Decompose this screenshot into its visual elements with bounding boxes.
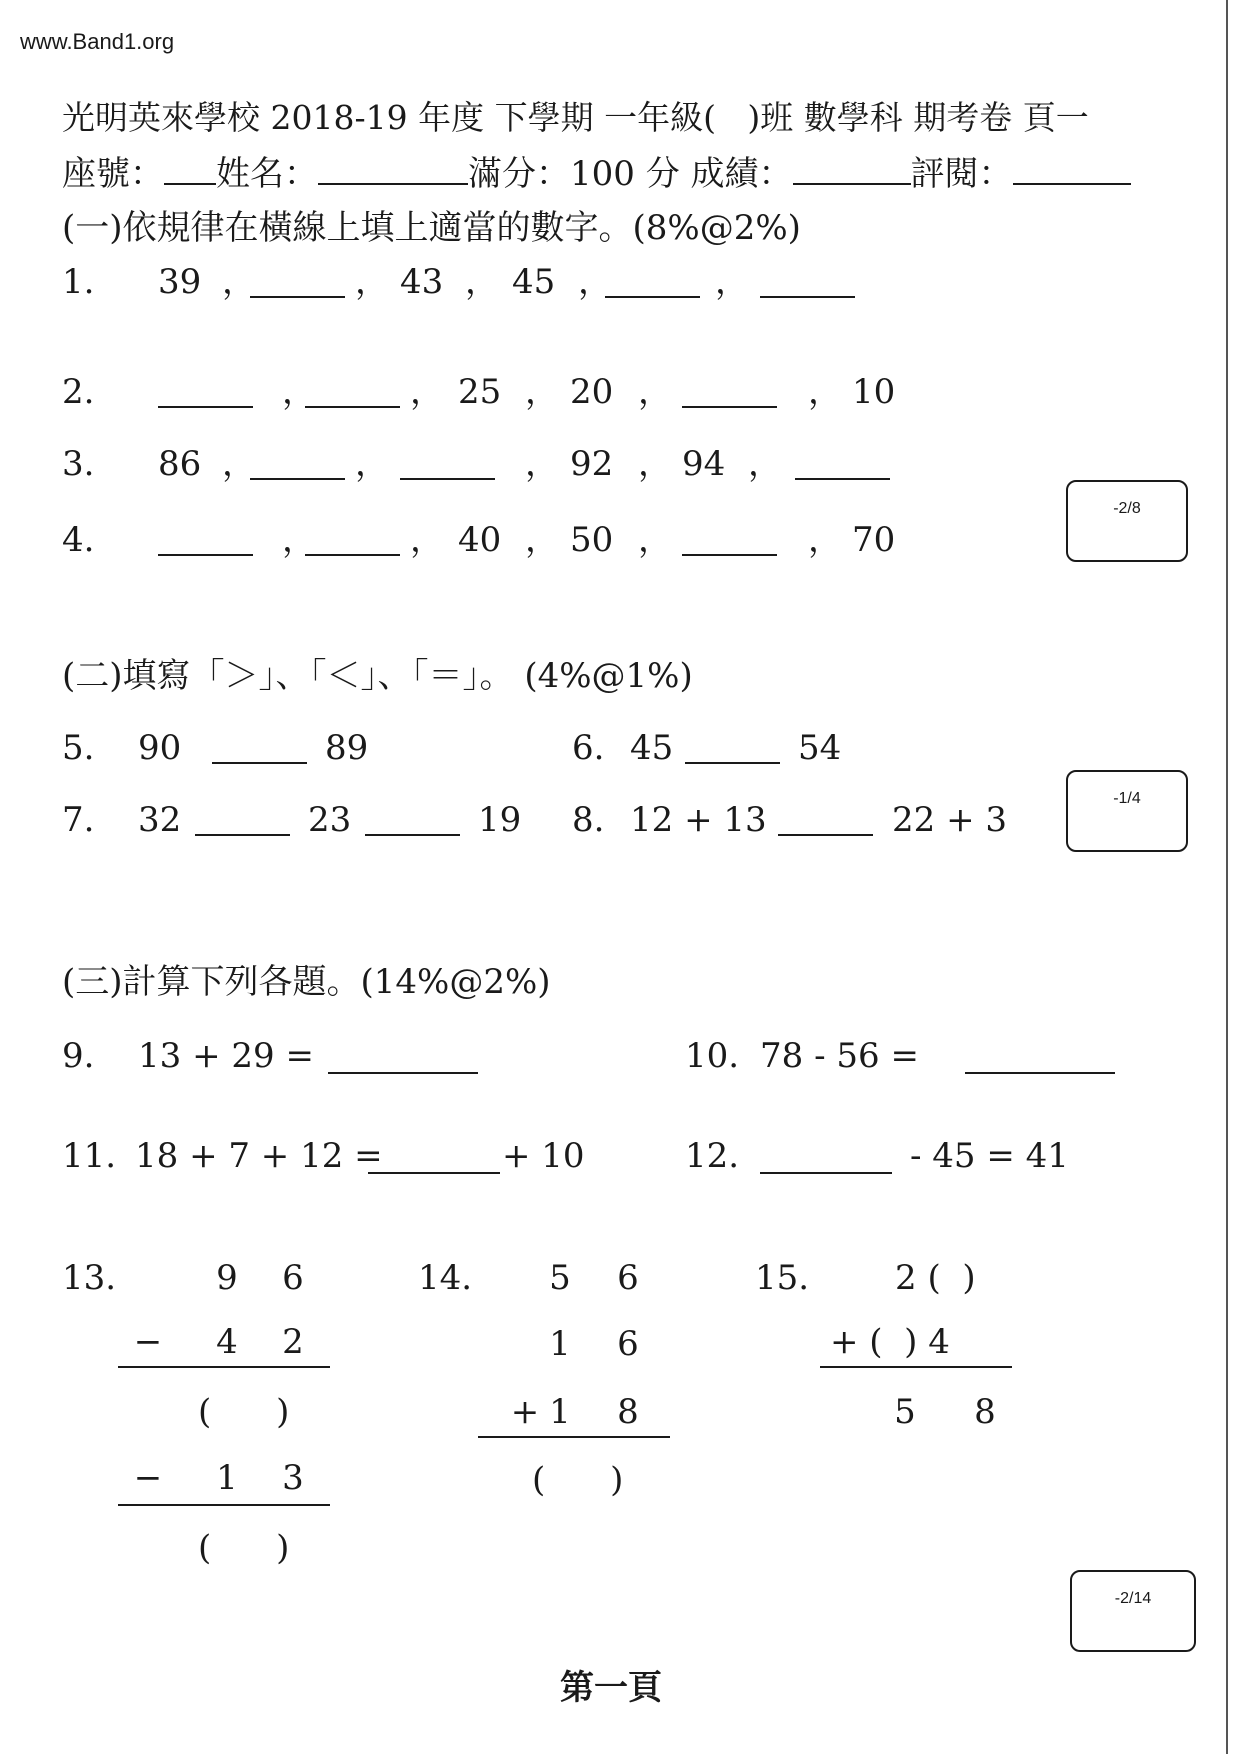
q2-value-c: 10 [852, 372, 896, 412]
q3-blank-1[interactable] [250, 478, 345, 480]
q3-blank-2[interactable] [400, 478, 495, 480]
comma: ， [282, 372, 316, 412]
q2-number: 2. [62, 372, 95, 412]
q11-expression: 18 + 7 + 12 = [135, 1136, 383, 1176]
q13-number: 13. [62, 1258, 117, 1298]
q11-number: 11. [62, 1136, 117, 1176]
q7-blank-1[interactable] [195, 834, 290, 836]
q4-blank-1[interactable] [158, 554, 253, 556]
q12-tail: - 45 = 41 [910, 1136, 1069, 1176]
comma: ， [282, 520, 316, 560]
q10-answer-blank[interactable] [965, 1072, 1115, 1074]
q9-expression: 13 + 29 = [138, 1036, 314, 1076]
q13-minus-sign: − [133, 1322, 163, 1362]
comma: ， [578, 262, 612, 302]
comma: ， [222, 444, 256, 484]
q8-value-a: 12 + 13 [630, 800, 767, 840]
q6-blank[interactable] [685, 762, 780, 764]
review-label: 評閱： [910, 154, 1013, 194]
section3-heading: (三)計算下列各題。(14%@2%) [62, 962, 551, 1002]
q15-rule [820, 1366, 1012, 1368]
comma: ， [808, 520, 842, 560]
q13-digit: 2 [282, 1322, 304, 1362]
website-url: www.Band1.org [20, 29, 175, 54]
comma: ， [525, 444, 559, 484]
q7-number: 7. [62, 800, 95, 840]
section2-score-box[interactable] [1066, 770, 1188, 852]
comma: ， [410, 372, 444, 412]
page-edge-border [1226, 0, 1228, 1754]
full-marks-label: 滿分：100 分 [468, 154, 680, 194]
comma: ， [355, 444, 389, 484]
comma: ， [525, 520, 559, 560]
section2-score-text: -1/4 [1113, 790, 1141, 807]
q3-blank-3[interactable] [795, 478, 890, 480]
comma: ， [715, 262, 749, 302]
q1-number: 1. [62, 262, 95, 302]
q4-value-b: 50 [570, 520, 614, 560]
q6-number: 6. [572, 728, 605, 768]
q1-value-c: 45 [512, 262, 556, 302]
q15-row2: + ( ) 4 [830, 1322, 950, 1362]
seat-label: 座號： [62, 154, 164, 194]
q14-number: 14. [418, 1258, 473, 1298]
comma: ， [355, 262, 389, 302]
seat-blank[interactable] [164, 155, 216, 185]
q1-blank-2[interactable] [605, 296, 700, 298]
comma: ， [222, 262, 256, 302]
comma: ， [638, 372, 672, 412]
q13-digit: 3 [282, 1458, 304, 1498]
section3-score-box[interactable] [1070, 1570, 1196, 1652]
section2-heading: (二)填寫「＞」、「＜」、「＝」。 (4%@1%) [62, 656, 693, 696]
comma: ， [638, 520, 672, 560]
q4-blank-3[interactable] [682, 554, 777, 556]
q14-digit: 8 [617, 1392, 639, 1432]
q1-blank-1[interactable] [250, 296, 345, 298]
q13-digit: 1 [216, 1458, 238, 1498]
q14-digit: 1 [549, 1392, 571, 1432]
q15-number: 15. [755, 1258, 810, 1298]
q10-expression: 78 - 56 = [760, 1036, 919, 1076]
comma: ， [525, 372, 559, 412]
q13-digit: 6 [282, 1258, 304, 1298]
q11-answer-blank[interactable] [368, 1172, 500, 1174]
q4-value-c: 70 [852, 520, 896, 560]
page-number-footer: 第一頁 [560, 1668, 662, 1708]
q5-value-b: 89 [325, 728, 369, 768]
comma: ， [638, 444, 672, 484]
q8-value-b: 22 + 3 [892, 800, 1007, 840]
q1-value-a: 39 [158, 262, 202, 302]
q5-value-a: 90 [138, 728, 182, 768]
q13-answer-box-1[interactable]: ( ) [198, 1392, 290, 1432]
q6-value-b: 54 [798, 728, 842, 768]
q14-plus-sign: + [510, 1392, 540, 1432]
q14-digit: 6 [617, 1258, 639, 1298]
comma: ， [465, 262, 499, 302]
name-blank[interactable] [318, 155, 468, 185]
q3-number: 3. [62, 444, 95, 484]
section3-score-text: -2/14 [1114, 1590, 1152, 1607]
comma: ， [748, 444, 782, 484]
q13-answer-box-2[interactable]: ( ) [198, 1528, 290, 1568]
q7-value-b: 23 [308, 800, 352, 840]
comma: ， [808, 372, 842, 412]
q2-blank-1[interactable] [158, 406, 253, 408]
q15-row1: 2 ( ) [895, 1258, 976, 1298]
q2-value-b: 20 [570, 372, 614, 412]
q8-number: 8. [572, 800, 605, 840]
q3-value-c: 94 [682, 444, 726, 484]
q7-blank-2[interactable] [365, 834, 460, 836]
q1-value-b: 43 [400, 262, 444, 302]
q2-value-a: 25 [458, 372, 502, 412]
q7-value-a: 32 [138, 800, 182, 840]
page-title: 光明英來學校 2018-19 年度 下學期 一年級( )班 數學科 期考卷 頁一 [62, 98, 1089, 137]
section1-score-text: -2/8 [1113, 500, 1141, 517]
header-info-line [62, 154, 1131, 194]
q4-number: 4. [62, 520, 95, 560]
q14-digit: 5 [549, 1258, 571, 1298]
review-blank[interactable] [1013, 155, 1131, 185]
q9-answer-blank[interactable] [328, 1072, 478, 1074]
q14-digit: 6 [617, 1324, 639, 1364]
q13-digit: 4 [216, 1322, 238, 1362]
q4-value-a: 40 [458, 520, 502, 560]
q3-value-b: 92 [570, 444, 614, 484]
q13-rule [118, 1504, 330, 1506]
q5-number: 5. [62, 728, 95, 768]
q3-value-a: 86 [158, 444, 202, 484]
section1-heading: (一)依規律在橫線上填上適當的數字。(8%@2%) [62, 208, 801, 248]
score-blank[interactable] [793, 155, 911, 185]
score-label: 成績： [690, 154, 793, 194]
q15-digit: 8 [974, 1392, 996, 1432]
q12-number: 12. [685, 1136, 740, 1176]
q14-rule [478, 1436, 670, 1438]
q15-digit: 5 [894, 1392, 916, 1432]
q6-value-a: 45 [630, 728, 674, 768]
q1-blank-3[interactable] [760, 296, 855, 298]
q11-tail: + 10 [502, 1136, 585, 1176]
q5-blank[interactable] [212, 762, 307, 764]
comma: ， [410, 520, 444, 560]
name-label: 姓名： [216, 154, 318, 194]
q13-rule [118, 1366, 330, 1368]
q9-number: 9. [62, 1036, 95, 1076]
q13-minus-sign: − [133, 1458, 163, 1498]
q8-blank[interactable] [778, 834, 873, 836]
q2-blank-2[interactable] [305, 406, 400, 408]
q4-blank-2[interactable] [305, 554, 400, 556]
q14-digit: 1 [549, 1324, 571, 1364]
q12-answer-blank[interactable] [760, 1172, 892, 1174]
q10-number: 10. [685, 1036, 740, 1076]
section1-score-box[interactable] [1066, 480, 1188, 562]
q7-value-c: 19 [478, 800, 522, 840]
q2-blank-3[interactable] [682, 406, 777, 408]
q14-answer-box[interactable]: ( ) [532, 1460, 624, 1500]
q13-digit: 9 [216, 1258, 238, 1298]
